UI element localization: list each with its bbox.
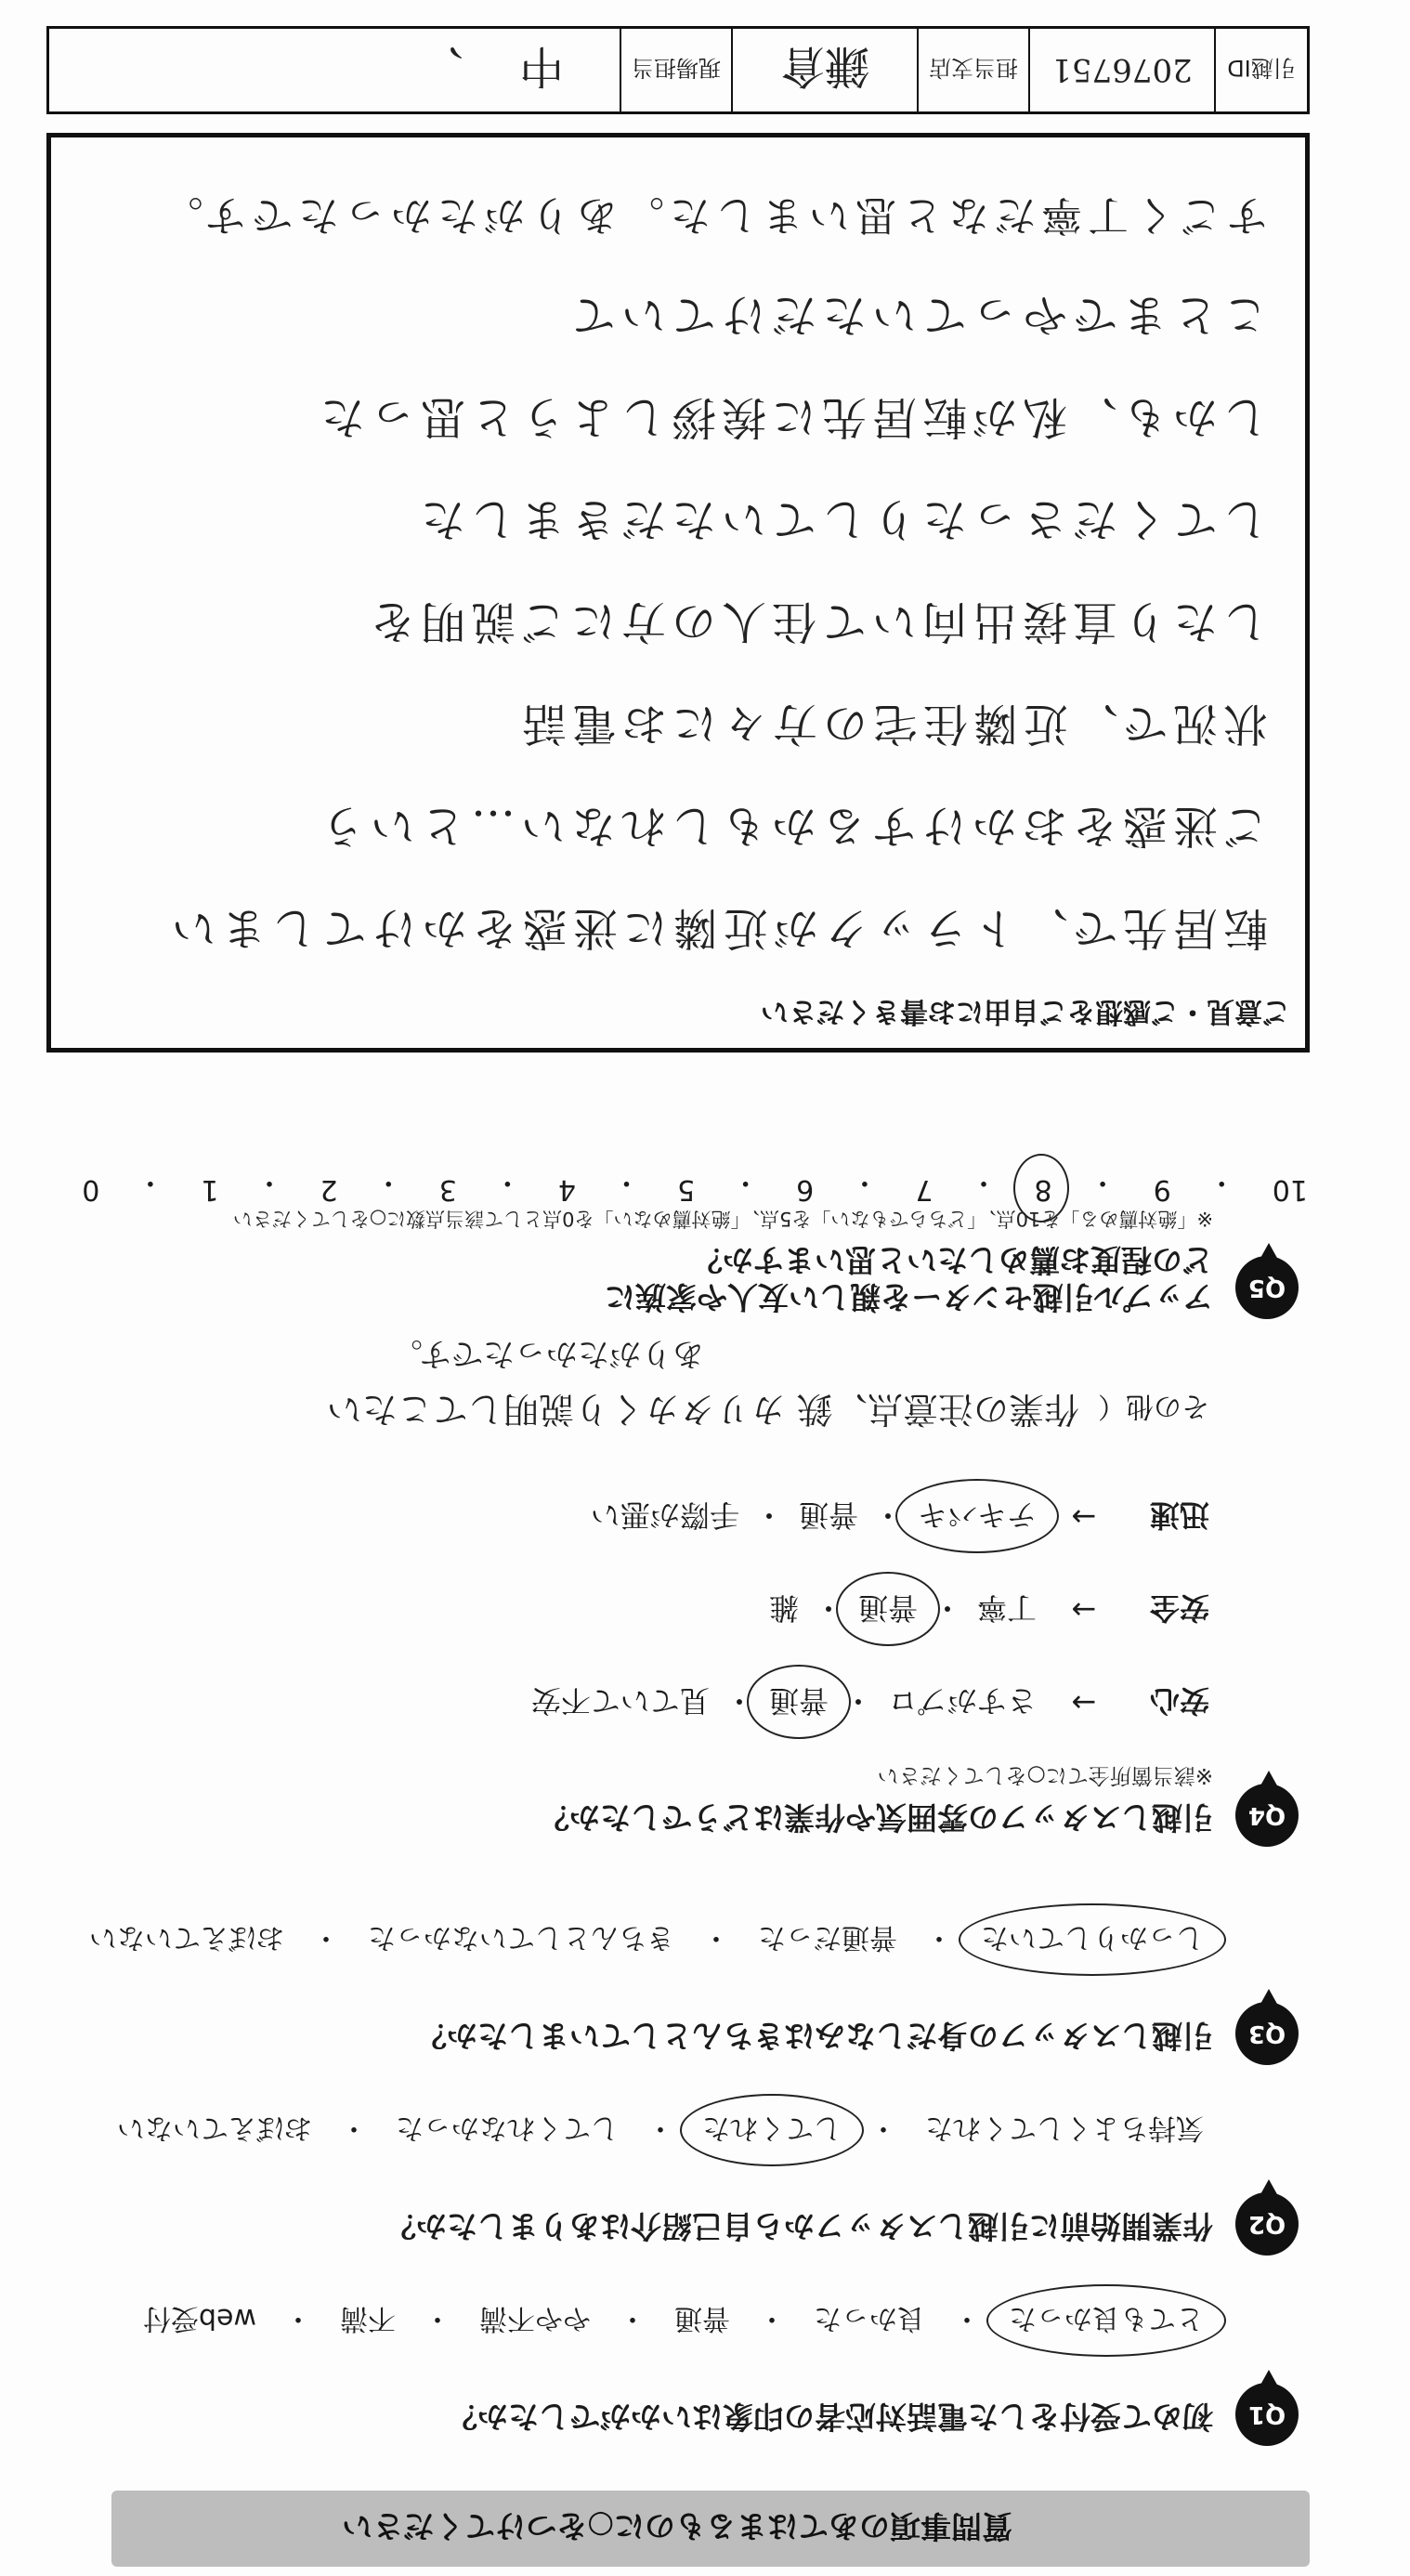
q4-row1-opt1[interactable]: さすがプロ <box>887 1683 1037 1719</box>
comment-line-6: しかも、私が転居先に挨拶しようと思った <box>314 391 1268 443</box>
q5-score-1[interactable]: 1 <box>201 1173 219 1206</box>
q2-options: 気持ちよくしてくれた ・ してくれた ・ してくれなかった ・ おぼえていない <box>111 2109 1209 2153</box>
arrow-icon: → <box>1071 1499 1097 1535</box>
question-1 <box>17 2279 1299 2446</box>
q3-option-1[interactable]: しっかりしていた <box>975 1918 1209 1963</box>
q5-score-6[interactable]: 6 <box>796 1173 815 1206</box>
q2-option-3[interactable]: してくれなかった <box>396 2112 619 2144</box>
q4-other-label: その他（ <box>1098 1390 1209 1422</box>
q1-badge: Q1 <box>1235 2383 1299 2446</box>
manager-value-cell[interactable] <box>49 29 620 111</box>
arrow-icon: → <box>1071 1685 1097 1720</box>
staff-value[interactable]: 鎌倉 <box>731 29 917 111</box>
q1-option-1[interactable]: とても良かった <box>1003 2299 1209 2344</box>
q5-score-7[interactable]: 7 <box>915 1173 933 1206</box>
q3-option-4[interactable]: おぼえていない <box>89 1921 284 1954</box>
instruction-text: 質問事項のあてはまるものに○をつけてください <box>342 2508 1012 2545</box>
q5-score-10[interactable]: 10 <box>1272 1173 1308 1206</box>
q4-row2-opt3[interactable]: 雑 <box>768 1590 799 1626</box>
q4-row3-opt1[interactable]: テキパキ <box>912 1494 1042 1540</box>
q4-badge: Q4 <box>1235 1784 1299 1847</box>
q1-option-2[interactable]: 良かった <box>814 2302 925 2334</box>
q2-option-4[interactable]: おぼえていない <box>117 2112 312 2144</box>
q1-option-5[interactable]: 不満 <box>340 2302 396 2334</box>
q5-score-3[interactable]: 3 <box>438 1173 457 1206</box>
q1-text: 初めて受付をした電話対応者の印象はいかがでしたか？ <box>447 2399 1213 2435</box>
q2-badge: Q2 <box>1235 2192 1299 2256</box>
comment-line-3: 状況で、近隣住宅の方々にお電話 <box>516 698 1268 750</box>
q3-option-3[interactable]: きちんとしていなかった <box>368 1921 674 1954</box>
q5-score-4[interactable]: 4 <box>557 1173 576 1206</box>
q5-score-2[interactable]: 2 <box>320 1173 338 1206</box>
q4-row1-opt3[interactable]: 見ていて不安 <box>530 1683 710 1719</box>
q5-text-line1: アップル引越センターを親しい友人や家族に <box>604 1279 1213 1315</box>
q3-badge: Q3 <box>1235 2002 1299 2065</box>
q4-row-label: 安全 <box>1149 1590 1209 1626</box>
question-2 <box>17 2088 1299 2256</box>
staff-label: 担当支店 <box>917 29 1028 111</box>
q4-text: 引越しスタッフの雰囲気や作業はどうでしたか？ <box>539 1799 1213 1836</box>
q2-option-1[interactable]: 気持ちよくしてくれた <box>925 2112 1204 2144</box>
q4-row2-opt2[interactable]: 普通 <box>853 1587 923 1633</box>
manager-extra: 、 <box>418 40 463 92</box>
manager-label: 現場担当 <box>620 29 731 111</box>
comment-line-4: したり直接出向いて住人の方にご説明を <box>364 595 1268 647</box>
q4-other-line <box>327 1387 1209 1438</box>
q4-row-anshin: 安心 → さすがプロ ・ 普通 ・ 見ていて不安 <box>526 1680 1209 1726</box>
manager-value: 中 <box>518 40 564 92</box>
question-5 <box>17 1208 1299 1327</box>
id-table <box>46 26 1310 114</box>
q4-other-handwriting-1: 作業の注意点、鉄 カリタカくり説明してこたい <box>326 1389 1079 1430</box>
q5-badge: Q5 <box>1235 1256 1299 1319</box>
q4-note: ※該当箇所全てに○をしてください <box>877 1763 1213 1787</box>
q5-scale: 10 ・ 9 ・ 8 ・ 7 ・ 6 ・ 5 ・ 4 ・ 3 ・ 2 ・ 1 ・ 0 <box>82 1166 1308 1206</box>
id-value[interactable]: 2076751 <box>1028 29 1214 111</box>
q4-row-label: 迅速 <box>1149 1497 1209 1533</box>
q2-text: 作業開始前に引越しスタッフから自己紹介はありましたか？ <box>385 2208 1213 2244</box>
q4-row3-opt3[interactable]: 手際が悪い <box>590 1497 739 1533</box>
q3-option-2[interactable]: 普通だった <box>758 1921 897 1954</box>
q4-other-handwriting-2: ありがたかったです。 <box>390 1335 704 1372</box>
q3-text: 引越しスタッフの身だしなみはきちんとしていましたか？ <box>416 2018 1213 2054</box>
q1-option-4[interactable]: やや不満 <box>479 2302 591 2334</box>
q4-row-anzen: 安全 → 丁寧 ・ 普通 ・ 雑 <box>764 1587 1209 1633</box>
q4-row3-opt2[interactable]: 普通 <box>798 1497 858 1533</box>
q1-option-6[interactable]: web受付 <box>142 2302 256 2334</box>
q3-options: しっかりしていた ・ 普通だった ・ きちんとしていなかった ・ おぼえていない <box>84 1918 1209 1963</box>
q1-options: とても良かった ・ 良かった ・ 普通 ・ やや不満 ・ 不満 ・ web受付 <box>137 2299 1209 2344</box>
comment-line-7: ことまでやっていただけていて <box>565 289 1268 341</box>
comment-line-2: ご迷惑をおかけするかもしれない…という <box>314 800 1268 852</box>
q5-note: ※「絶対薦める」を10点、「どちらでもない」を5点、「絶対薦めない」を0点として該当点数に○をしてください <box>232 1208 1213 1230</box>
q4-row2-opt1[interactable]: 丁寧 <box>976 1590 1037 1626</box>
q5-score-8[interactable]: 8 <box>1035 1165 1052 1206</box>
q5-text-line2: どの程度お薦めしたいと思いますか？ <box>692 1242 1213 1278</box>
q5-score-5[interactable]: 5 <box>677 1173 696 1206</box>
q1-option-3[interactable]: 普通 <box>674 2302 730 2334</box>
question-4 <box>17 1438 1299 1847</box>
comment-title: ご意見・ご感想をご自由にお書きください <box>761 995 1290 1027</box>
q4-row-jinsoku: 迅速 → テキパキ ・ 普通 ・ 手際が悪い <box>585 1494 1209 1540</box>
comment-line-1: 転居先で、トラックが近隣に迷惑をかけてしまい <box>165 902 1268 954</box>
id-label: 引越ID <box>1214 29 1307 111</box>
q4-row-label: 安心 <box>1149 1683 1209 1719</box>
q5-score-0[interactable]: 0 <box>82 1173 100 1206</box>
q5-score-9[interactable]: 9 <box>1153 1173 1171 1206</box>
comment-line-8: すごく丁寧だなと思いました。ありがたかったです。 <box>156 191 1268 239</box>
question-3 <box>17 1898 1299 2065</box>
instruction-header <box>111 2491 1310 2567</box>
arrow-icon: → <box>1071 1592 1097 1628</box>
q2-option-2[interactable]: してくれた <box>697 2109 847 2153</box>
q4-row1-opt2[interactable]: 普通 <box>764 1680 834 1726</box>
comment-line-5: してくださったりしていただきました <box>414 493 1268 545</box>
comment-box[interactable] <box>46 133 1310 1053</box>
